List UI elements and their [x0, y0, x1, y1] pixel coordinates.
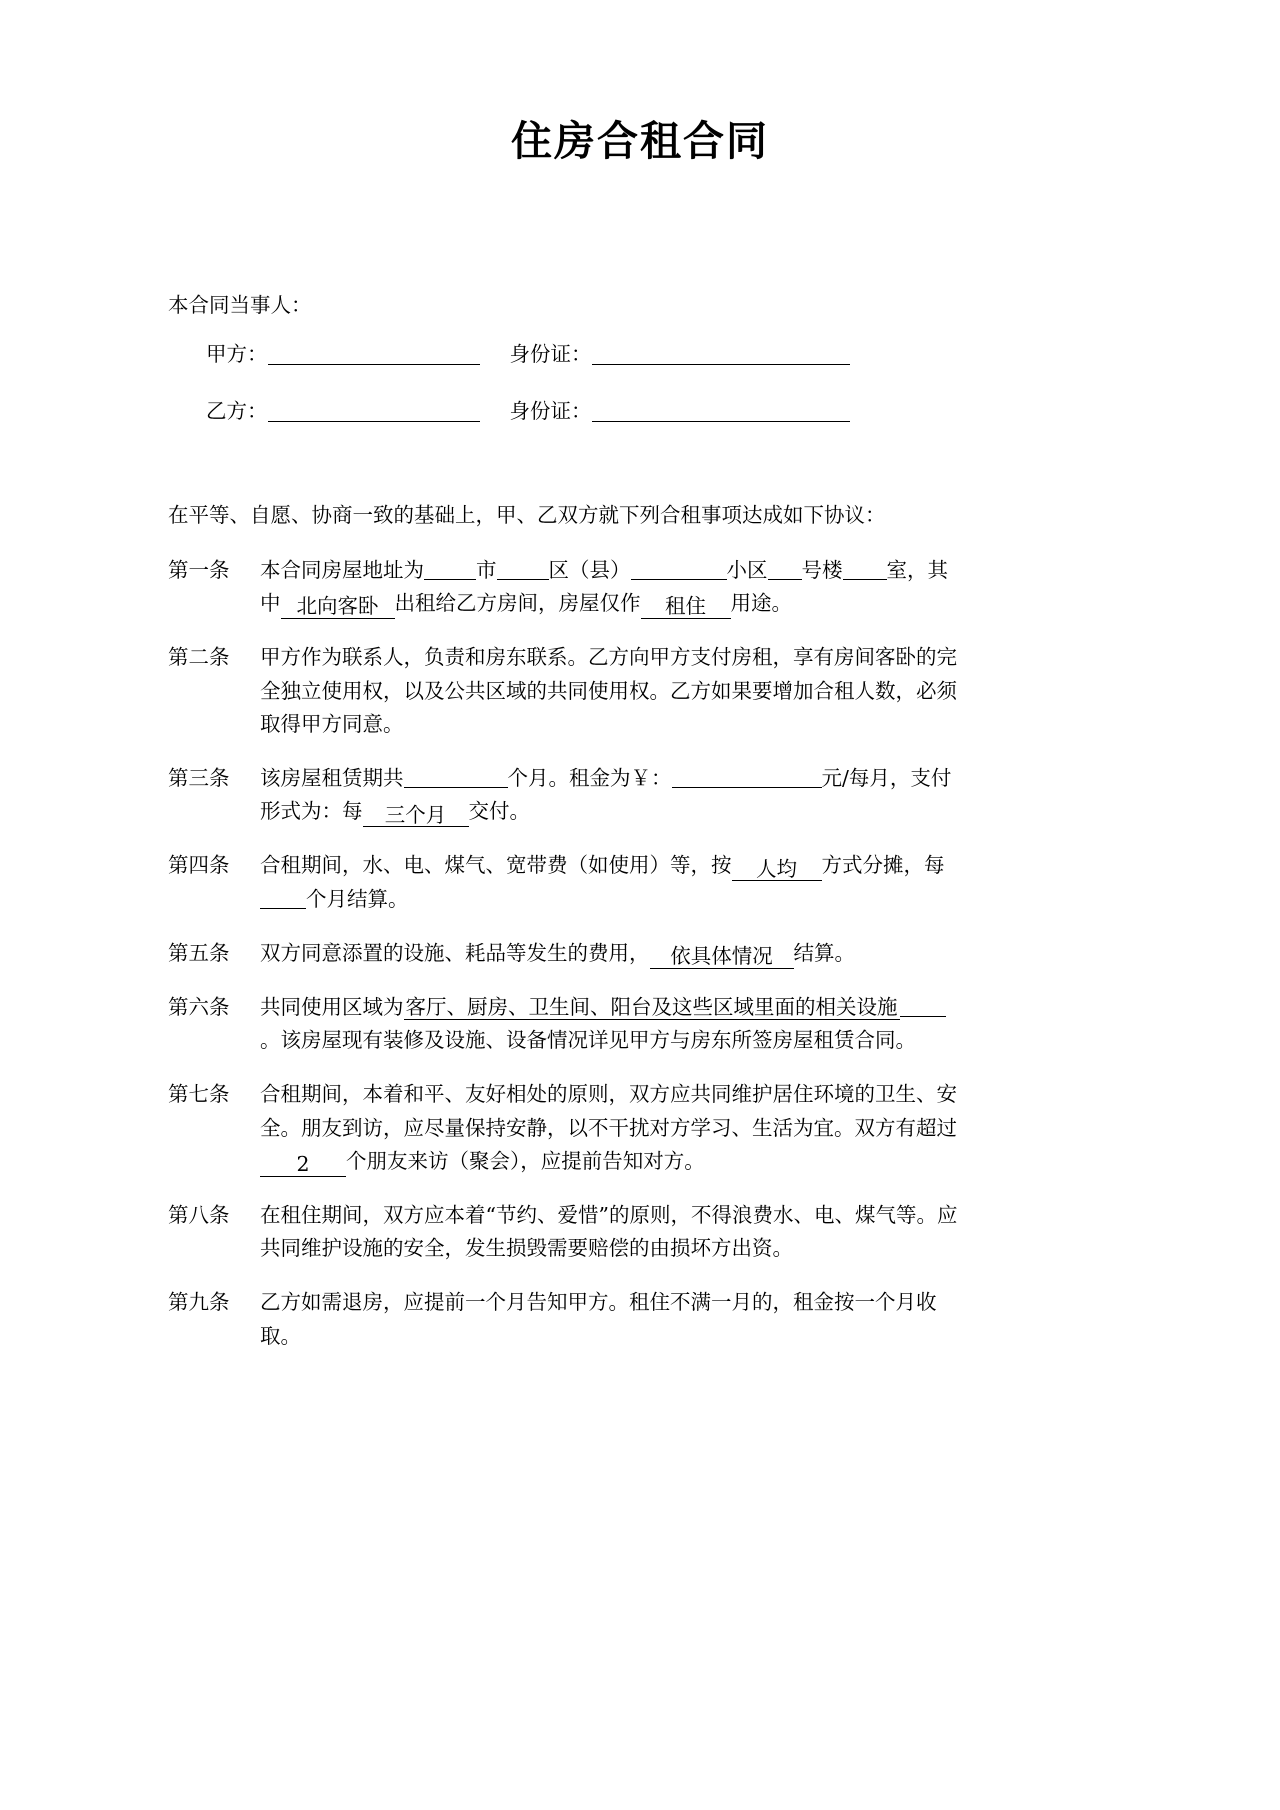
clause-3-text-1: 该房屋租赁期共: [260, 766, 404, 791]
clause-9-text: 乙方如需退房，应提前一个月告知甲方。租住不满一月的，租金按一个月收取。: [260, 1290, 937, 1348]
clause-2-number: 第二条: [168, 645, 230, 670]
clause-3-number: 第三条: [168, 766, 230, 791]
clause-1-room-desc-field[interactable]: 北向客卧: [281, 595, 395, 619]
clause-3-rent-field[interactable]: [672, 766, 822, 789]
party-b-label: 乙方：: [206, 398, 268, 423]
party-b-id-field[interactable]: [592, 397, 850, 422]
clause-3-text-2: 个月。租金为￥：: [507, 766, 672, 791]
clause-4-number: 第四条: [168, 853, 230, 878]
clause-3-text-3: 元/每月，: [821, 766, 911, 791]
clause-4-text-1: 合租期间，水、电、煤气、宽带费（如使用）等，按: [260, 853, 732, 878]
clause-8: [168, 1199, 958, 1265]
clause-4-text-2: 方式分摊，每: [821, 853, 945, 878]
clause-7-text-2: 个朋友来访（聚会），应提前告知对方。: [346, 1148, 705, 1173]
party-a-id-field[interactable]: [592, 341, 850, 366]
clause-3-text-4: 支付形式为：每: [260, 766, 952, 824]
party-a-row: [168, 339, 958, 370]
clause-3-text-5: 交付。: [468, 799, 530, 824]
clause-7-number: 第七条: [168, 1082, 230, 1107]
clause-1-room-field[interactable]: [843, 558, 887, 581]
clause-2: [168, 641, 958, 741]
clause-1-text-6: 室，: [886, 558, 928, 583]
clause-6: [168, 991, 958, 1057]
clause-5-fee-method-field[interactable]: 依具体情况: [650, 945, 794, 969]
clause-9-number: 第九条: [168, 1290, 230, 1315]
clause-4-settle-months-field[interactable]: [260, 886, 306, 909]
clause-1-text-3: 区（县）: [548, 558, 631, 583]
clause-3-months-field[interactable]: [404, 766, 508, 789]
party-a-name-field[interactable]: [268, 341, 480, 366]
clause-2-text: 甲方作为联系人，负责和房东联系。乙方向甲方支付房租，享有房间客卧的完全独立使用权，以及公共区域的共同使用权。乙方如果要增加合租人数，必须取得甲方同意。: [260, 645, 957, 736]
clause-3: [168, 762, 958, 828]
contract-body: [168, 290, 958, 1374]
clause-1-text-4: 小区: [726, 558, 768, 583]
page-title: 住房合租合同: [511, 117, 769, 165]
clause-3-pay-period-field[interactable]: 三个月: [363, 804, 469, 828]
party-b-row: [168, 396, 958, 427]
clause-1-number: 第一条: [168, 558, 230, 583]
clause-7-friend-count-field[interactable]: 2: [260, 1153, 346, 1177]
clause-1-district-field[interactable]: [497, 558, 549, 581]
clause-1-text-1: 本合同房屋地址为: [260, 558, 424, 583]
clause-6-number: 第六条: [168, 995, 230, 1020]
party-a-id-label: 身份证：: [509, 341, 592, 366]
parties-heading: 本合同当事人：: [168, 293, 312, 317]
clause-5-number: 第五条: [168, 940, 230, 965]
clause-1-usage-field[interactable]: 租住: [641, 595, 731, 619]
clause-4-text-3: 个月结算。: [306, 886, 409, 911]
party-b-id-label: 身份证：: [509, 398, 592, 423]
clause-1-text-7: 其中: [260, 558, 948, 616]
clause-4: [168, 849, 958, 915]
party-b-name-field[interactable]: [268, 397, 480, 422]
clause-1-text-8: 出租给乙方房间，房屋仅作: [394, 591, 641, 616]
clause-1-text-5: 号楼: [801, 558, 843, 583]
clause-6-shared-area-field[interactable]: 客厅、厨房、卫生间、阳台及这些区域里面的相关设施: [405, 995, 898, 1020]
clause-6-text-2: 。该房屋现有装修及设施、设备情况详见甲方与房东所签房屋租赁合同。: [260, 1028, 916, 1053]
clause-1-city-field[interactable]: [424, 558, 476, 581]
clause-1-text-2: 市: [476, 558, 497, 583]
clause-9: [168, 1286, 958, 1352]
clause-1: [168, 554, 958, 620]
party-a-label: 甲方：: [206, 341, 268, 366]
clause-7-text-1: 合租期间，本着和平、友好相处的原则，双方应共同维护居住环境的卫生、安全。朋友到访，应尽量保持安静，以不干扰对方学习、生活为宜。双方有超过: [260, 1082, 957, 1140]
clause-1-text-9: 用途。: [730, 591, 792, 616]
clause-1-building-field[interactable]: [768, 558, 802, 581]
clause-5-text-1: 双方同意添置的设施、耗品等发生的费用，: [260, 940, 650, 965]
clause-8-text: 在租住期间，双方应本着“节约、爱惜”的原则，不得浪费水、电、煤气等。应共同维护设施的安全，发生损毁需要赔偿的由损坏方出资。: [260, 1203, 958, 1261]
clause-4-share-method-field[interactable]: 人均: [732, 858, 822, 882]
clause-1-community-field[interactable]: [631, 558, 727, 581]
clause-7: [168, 1078, 958, 1178]
clause-5-text-2: 结算。: [793, 940, 855, 965]
clause-8-number: 第八条: [168, 1203, 230, 1228]
clause-6-text-1: 共同使用区域为: [260, 995, 404, 1020]
preamble-text: 在平等、自愿、协商一致的基础上，甲、乙双方就下列合租事项达成如下协议：: [168, 503, 886, 528]
clause-6-area-tail-blank[interactable]: [900, 995, 946, 1018]
clause-5: [168, 937, 958, 970]
